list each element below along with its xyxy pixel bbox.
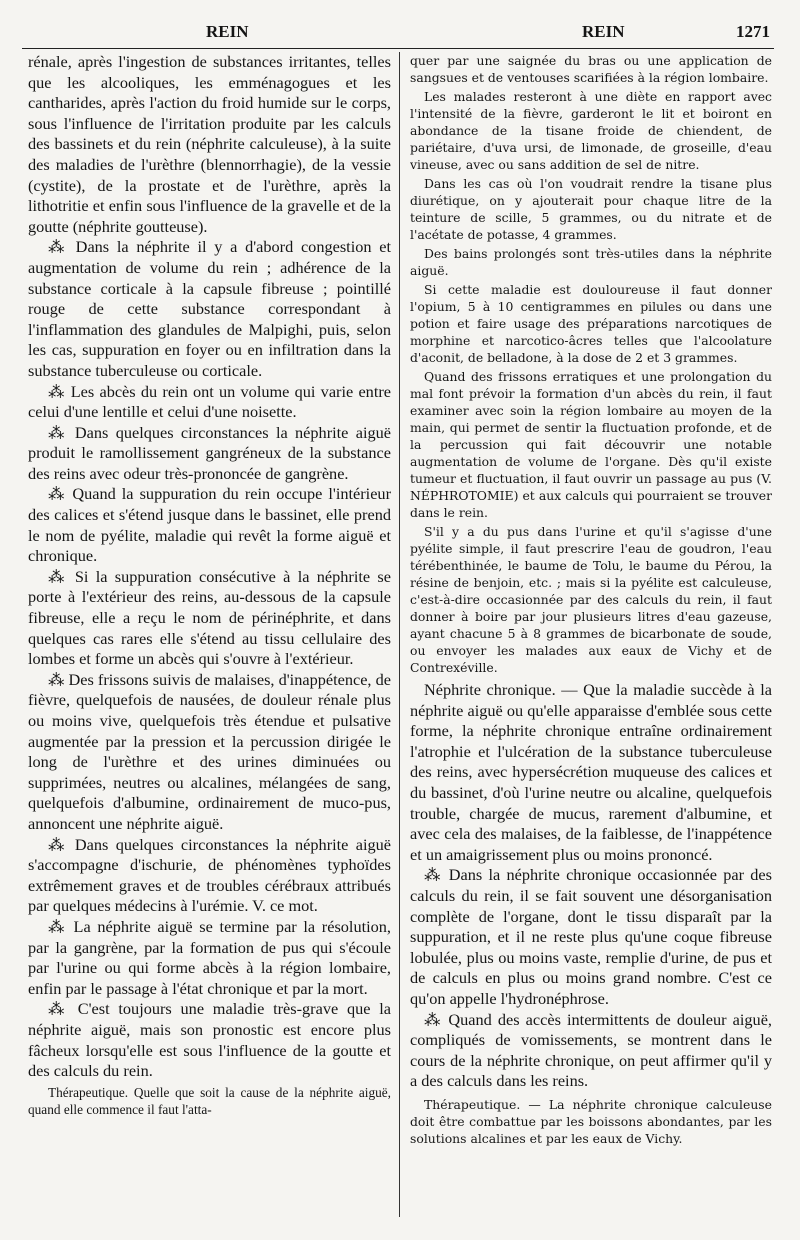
column-divider [399,52,400,1217]
paragraph: ⁂ C'est toujours une maladie très-grave que la néphrite aiguë, mais son pronostic est encore plus fâcheux lorsqu'elle est sous l'influence de la goutte et des calculs du rein. [28,999,391,1081]
left-column [28,52,391,1224]
header-left-title: REIN [206,22,249,41]
therapeutics-paragraph: Thérapeutique. Quelle que soit la cause de la néphrite aiguë, quand elle commence il faut l'atta- [28,1084,391,1117]
running-header [22,22,778,44]
paragraph: Des bains prolongés sont très-utiles dans la néphrite aiguë. [410,246,772,278]
paragraph: ⁂ Si la suppuration consécutive à la néphrite se porte à l'extérieur des reins, au-dessous de la capsule fibreuse, elle a reçu le nom de périnéphrite, et dans quelques cas rares elle s'étend au tissu cellulaire des lombes et forme un abcès qui s'ouvre à l'extérieur. [28,566,391,669]
paragraph: ⁂ Dans la néphrite chronique occasionnée par des calculs du rein, il se fait souvent une désorganisation complète de l'organe, dont le tissu disparaît par la suppuration, et il ne reste plus qu'une coque fibreuse lobulée, plus ou moins vaste, remplie d'urine, de pus et de calculs en plus ou moins grand nombre. C'est ce qu'on appelle l'hydronéphrose. [410,865,772,1008]
paragraph: rénale, après l'ingestion de substances irritantes, telles que les alcooliques, les emménagogues et les cantharides, après l'action du froid humide sur le corps, sous l'influence de l'irritation produite par les calculs des bassinets et du rein (néphrite calculeuse), à la suite des maladies de l'urèthre (blennorrhagie), de la vessie (cystite), de la prostate et de l'urèthre, après la lithotritie et enfin sous l'influence de la gravelle et de la goutte (néphrite goutteuse). [28,52,391,236]
paragraph: ⁂ Dans quelques circonstances la néphrite aiguë produit le ramollissement gangréneux de la substance des reins avec odeur très-prononcée de gangrène. [28,422,391,483]
paragraph: ⁂ La néphrite aiguë se termine par la résolution, par la gangrène, par la formation de pus qui s'écoule par l'urine ou qui forme abcès à la région lombaire, enfin par le passage à l'état chronique et par la mort. [28,916,391,998]
paragraph: quer par une saignée du bras ou une application de sangsues et de ventouses scarifiées à la région lombaire. [410,53,772,85]
header-center-title: REIN [582,22,625,41]
right-column [410,52,772,1224]
paragraph: Dans les cas où l'on voudrait rendre la tisane plus diurétique, on y ajouterait pour chaque litre de la teinture de scille, 5 grammes, ou du nitrate et de l'acétate de potasse, 4 grammes. [410,176,772,242]
paragraph: ⁂ Dans quelques circonstances la néphrite aiguë s'accompagne d'ischurie, de phénomènes typhoïdes extrêmement graves et de troubles cérébraux attribués par quelques médecins à l'urémie. V. ce mot. [28,834,391,916]
chronic-nephritis-paragraph: Néphrite chronique. — Que la maladie succède à la néphrite aiguë ou qu'elle apparaisse d'emblée sous cette forme, la néphrite chronique entraîne ordinairement l'atrophie et l'ulcération de la substance tuberculeuse des reins, avec hypersécrétion muqueuse des calices et du bassinet, d'où l'urine neutre ou alcaline, quelquefois trouble, chargée de mucus, rarement d'albumine, et avec cela des malaises, de la faiblesse, de l'inappétence et un amaigrissement plus ou moins prononcé. [410,680,772,864]
therapeutics-paragraph: Thérapeutique. — La néphrite chronique calculeuse doit être combattue par les boissons abondantes, par les solutions alcalines et par les eaux de Vichy. [410,1096,772,1146]
paragraph: ⁂ Les abcès du rein ont un volume qui varie entre celui d'une lentille et celui d'une noisette. [28,381,391,422]
paragraph: Les malades resteront à une diète en rapport avec l'intensité de la fièvre, garderont le lit et boiront en abondance de la tisane froide de chiendent, de pariétaire, d'uva ursi, de limonade, de groseille, d'eau vineuse, avec ou sans addition de sel de nitre. [410,89,772,172]
paragraph: S'il y a du pus dans l'urine et qu'il s'agisse d'une pyélite simple, il faut prescrire l'eau de goudron, l'eau térébenthinée, le baume de Tolu, le baume du Pérou, la résine de benjoin, etc. ; mais si la pyélite est calculeuse, c'est-à-dire occasionnée par des calculs du rein, il faut donner à boire par jour plusieurs litres d'eau gazeuse, ayant chacune 5 à 8 grammes de bicarbonate de soude, ou envoyer les malades aux eaux de Vichy et de Contrexéville. [410,524,772,675]
paragraph: ⁂ Quand des accès intermittents de douleur aiguë, compliqués de vomissements, se montrent dans le cours de la néphrite chronique, on peut affirmer qu'il y a des calculs dans les reins. [410,1009,772,1091]
header-rule [22,48,774,49]
paragraph: ⁂ Dans la néphrite il y a d'abord congestion et augmentation de volume du rein ; adhérence de la substance corticale à la capsule fibreuse ; pointillé rouge de cette substance correspondant à l'inflammation des glandules de Malpighi, puis, selon les cas, suppuration en foyer ou en infiltration dans la substance tuberculeuse ou corticale. [28,237,391,380]
paragraph: ⁂ Quand la suppuration du rein occupe l'intérieur des calices et s'étend jusque dans le bassinet, elle prend le nom de pyélite, maladie qui revêt la forme aiguë et chronique. [28,484,391,566]
paragraph: ⁂ Des frissons suivis de malaises, d'inappétence, de fièvre, quelquefois de nausées, de douleur rénale plus ou moins vive, quelquefois très étendue et pulsative augmentée par la pression et la percussion dirigée le long de l'urèthre et des urines diminuées ou supprimées, neutres ou alcalines, mélangées de sang, quelquefois d'albumine, ordinairement de muco-pus, annoncent une néphrite aiguë. [28,669,391,833]
paragraph: Si cette maladie est douloureuse il faut donner l'opium, 5 à 10 centigrammes en pilules ou dans une potion et faire usage des préparations narcotiques de morphine et narcotico-âcres telles que l'alcoolature d'aconit, de belladone, à la dose de 2 et 3 grammes. [410,282,772,365]
page-number: 1271 [736,22,770,41]
paragraph: Quand des frissons erratiques et une prolongation du mal font prévoir la formation d'un abcès du rein, il faut examiner avec soin la région lombaire au moyen de la main, qui permet de sentir la fluctuation profonde, et de la percussion qui fait découvrir une notable augmentation de volume de l'organe. Dès qu'il existe tumeur et fluctuation, il faut ouvrir un passage au pus (V. NÉPHROTOMIE) et aux calculs qui pourraient se trouver dans le rein. [410,369,772,520]
